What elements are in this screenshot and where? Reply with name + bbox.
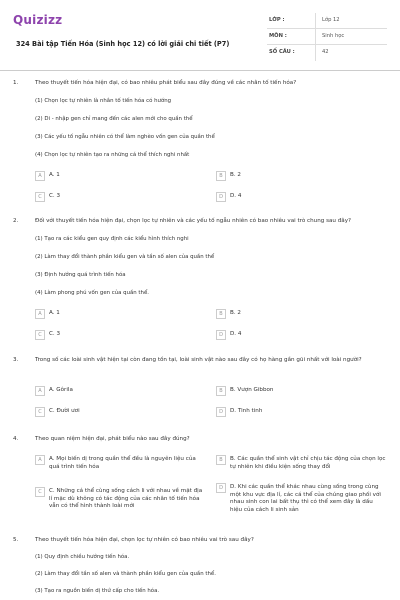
option-text: B. Các quần thể sinh vật chỉ chịu tác động của chọn lọc tự nhiên khi điều kiện sống thay đổi xyxy=(230,456,386,470)
option-d[interactable] xyxy=(216,331,241,340)
option-text: C. Những cá thể cùng sống cách li với nhau về mặt địa lí mặc dù không có tác động của các nhân tố tiến hóa vẫn có thể hình thành loài mới xyxy=(49,488,203,510)
statement: (4) Chọn lọc tự nhiên tạo ra những cá thể thích nghi nhất xyxy=(35,152,190,158)
option-d[interactable] xyxy=(216,484,386,514)
meta-value: Sinh học xyxy=(315,29,344,44)
option-a[interactable] xyxy=(35,310,60,319)
statement: (3) Tạo ra nguồn biến dị thứ cấp cho tiến hóa. xyxy=(35,588,160,594)
option-text: C. 3 xyxy=(49,193,61,199)
option-letter-box: A xyxy=(35,386,45,396)
option-letter-box: A xyxy=(35,171,45,181)
option-text: D. 4 xyxy=(230,331,242,337)
option-letter-box: A xyxy=(35,455,45,465)
option-c[interactable] xyxy=(35,408,80,417)
option-text: A. Mọi biến dị trong quần thể đều là nguyên liệu của quá trình tiến hóa xyxy=(49,456,196,470)
statement: (3) Định hướng quá trình tiến hóa xyxy=(35,272,126,278)
statement: (2) Di - nhập gen chỉ mang đến các alen mới cho quần thể xyxy=(35,116,193,122)
question-number: 5. xyxy=(13,537,19,543)
question-text: Trong số các loài sinh vật hiện tại còn đang tồn tại, loài sinh vật nào sau đây có họ hàng gần gũi nhất với loài người? xyxy=(35,357,362,363)
question-number: 3. xyxy=(13,357,19,363)
header-divider xyxy=(0,70,400,71)
option-text: D. Tinh tinh xyxy=(230,408,263,414)
option-b[interactable] xyxy=(216,172,241,181)
question-number: 1. xyxy=(13,80,19,86)
statement: (1) Quy định chiều hướng tiến hóa. xyxy=(35,554,130,560)
option-c[interactable] xyxy=(35,331,60,340)
question-text: Đối với thuyết tiến hóa hiện đại, chọn lọc tự nhiên và các yếu tố ngẫu nhiên có bao nhiêu vai trò chung sau đây? xyxy=(35,218,351,224)
option-a[interactable] xyxy=(35,172,60,181)
option-letter-box: C xyxy=(35,487,45,497)
option-text: D. 4 xyxy=(230,193,242,199)
option-b[interactable] xyxy=(216,310,241,319)
question-number: 2. xyxy=(13,218,19,224)
option-letter-box: B xyxy=(216,386,226,396)
statement: (2) Làm thay đổi tần số alen và thành phần kiểu gen của quần thể. xyxy=(35,571,216,577)
meta-label: SỐ CÂU : xyxy=(269,49,295,56)
meta-table xyxy=(267,13,387,61)
question-number: 4. xyxy=(13,436,19,442)
option-letter-box: C xyxy=(35,407,45,417)
document-header xyxy=(13,10,387,70)
meta-value: Lớp 12 xyxy=(315,13,340,28)
option-d[interactable] xyxy=(216,193,241,202)
option-letter-box: A xyxy=(35,309,45,319)
option-b[interactable] xyxy=(216,456,386,471)
option-text: B. 2 xyxy=(230,172,241,178)
option-a[interactable] xyxy=(35,387,73,396)
option-text: A. 1 xyxy=(49,310,60,316)
option-letter-box: D xyxy=(216,330,226,340)
option-text: B. 2 xyxy=(230,310,241,316)
meta-row-class xyxy=(267,13,387,29)
meta-label: LỚP : xyxy=(269,16,285,23)
option-text: A. Gôrila xyxy=(49,387,73,393)
option-text: C. 3 xyxy=(49,331,61,337)
option-letter-box: D xyxy=(216,483,226,493)
statement: (1) Tạo ra các kiểu gen quy định các kiểu hình thích nghi xyxy=(35,236,189,242)
meta-value: 42 xyxy=(315,45,329,61)
option-letter-box: C xyxy=(35,330,45,340)
option-c[interactable] xyxy=(35,488,205,511)
option-letter-box: C xyxy=(35,192,45,202)
option-letter-box: B xyxy=(216,171,226,181)
option-d[interactable] xyxy=(216,408,262,417)
meta-row-subject xyxy=(267,29,387,45)
statement: (4) Làm phong phú vốn gen của quần thể. xyxy=(35,290,149,296)
option-text: D. Khi các quần thể khác nhau cùng sống trong cùng một khu vực địa lí, các cá thể của chúng giao phối với nhau sinh con lai bất thụ thì có thể xem đây là dấu hiệu của cách li sinh sản xyxy=(230,484,381,513)
statement: (1) Chọn lọc tự nhiên là nhân tố tiến hóa có hướng xyxy=(35,98,172,104)
option-text: C. Đười ươi xyxy=(49,408,80,414)
question-text: Theo thuyết tiến hóa hiện đại, có bao nhiêu phát biểu sau đây đúng về các nhân tố tiến hóa? xyxy=(35,80,297,86)
option-b[interactable] xyxy=(216,387,273,396)
option-letter-box: D xyxy=(216,407,226,417)
question-text: Theo thuyết tiến hóa hiện đại, chọn lọc tự nhiên có bao nhiêu vai trò sau đây? xyxy=(35,537,254,543)
meta-label: MÔN : xyxy=(269,32,287,39)
question-text: Theo quan niệm hiện đại, phát biểu nào sau đây đúng? xyxy=(35,436,190,442)
option-text: A. 1 xyxy=(49,172,60,178)
option-c[interactable] xyxy=(35,193,60,202)
option-text: B. Vượn Gibbon xyxy=(230,387,274,393)
meta-row-count xyxy=(267,45,387,61)
option-letter-box: D xyxy=(216,192,226,202)
statement: (2) Làm thay đổi thành phần kiểu gen và tần số alen của quần thể xyxy=(35,254,215,260)
option-letter-box: B xyxy=(216,309,226,319)
option-letter-box: B xyxy=(216,455,226,465)
option-a[interactable] xyxy=(35,456,205,471)
quizizz-logo: Quizizz xyxy=(13,13,63,27)
document-title: 324 Bài tập Tiến Hóa (Sinh học 12) có lời giải chi tiết (P7) xyxy=(16,40,230,48)
statement: (3) Các yếu tố ngẫu nhiên có thể làm nghèo vốn gen của quần thể xyxy=(35,134,215,140)
